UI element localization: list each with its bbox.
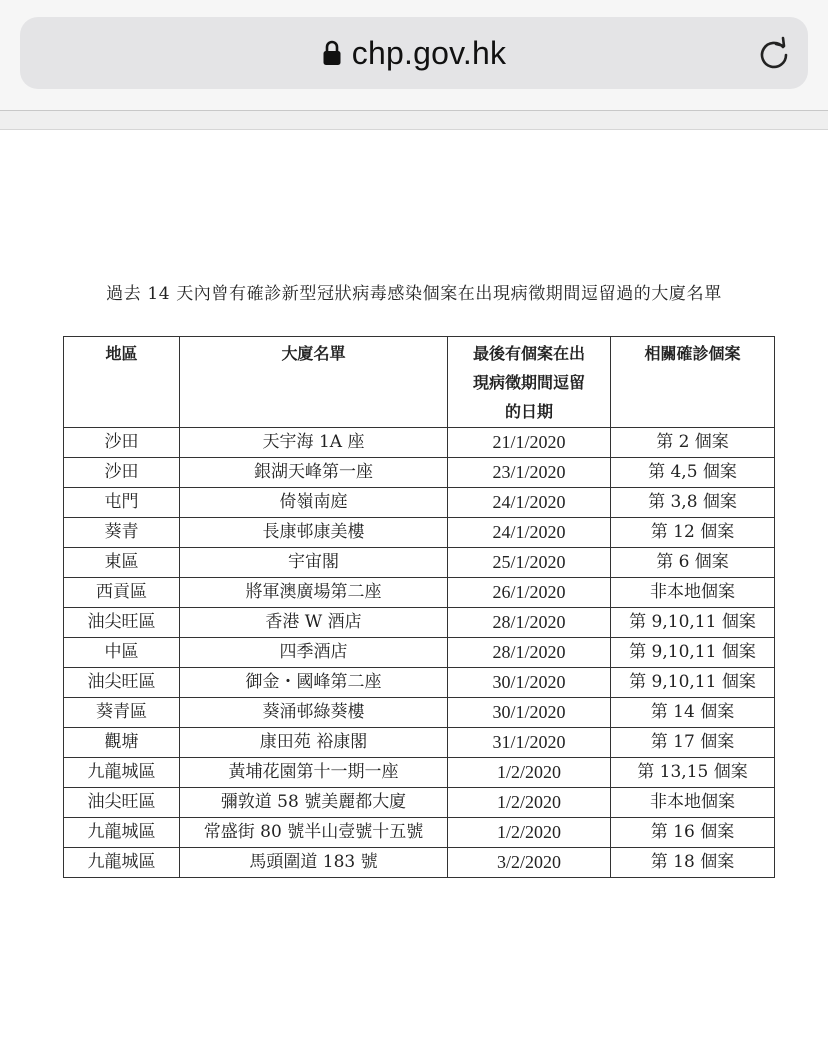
district-cell: 東區	[64, 548, 180, 578]
cases-cell: 第 6 個案	[611, 548, 775, 578]
district-cell: 九龍城區	[64, 848, 180, 878]
district-cell: 沙田	[64, 458, 180, 488]
header-cases: 相關確診個案	[611, 337, 775, 428]
date-cell: 30/1/2020	[448, 668, 611, 698]
date-cell: 21/1/2020	[448, 428, 611, 458]
date-cell: 28/1/2020	[448, 638, 611, 668]
cases-cell: 非本地個案	[611, 788, 775, 818]
building-cell: 御金・國峰第二座	[180, 668, 448, 698]
table-row	[64, 788, 775, 818]
table-row	[64, 428, 775, 458]
date-cell: 28/1/2020	[448, 608, 611, 638]
date-cell: 1/2/2020	[448, 758, 611, 788]
header-building: 大廈名單	[180, 337, 448, 428]
cases-cell: 非本地個案	[611, 578, 775, 608]
building-cell: 香港 W 酒店	[180, 608, 448, 638]
buildings-table	[63, 336, 775, 878]
reload-icon[interactable]	[756, 35, 792, 71]
building-cell: 彌敦道 58 號美麗都大廈	[180, 788, 448, 818]
district-cell: 油尖旺區	[64, 668, 180, 698]
table-row	[64, 668, 775, 698]
district-cell: 中區	[64, 638, 180, 668]
cases-cell: 第 3,8 個案	[611, 488, 775, 518]
district-cell: 九龍城區	[64, 758, 180, 788]
cases-cell: 第 2 個案	[611, 428, 775, 458]
cases-cell: 第 18 個案	[611, 848, 775, 878]
table-row	[64, 758, 775, 788]
toolbar-divider	[0, 111, 828, 130]
header-date-line-1: 最後有個案在出	[472, 344, 585, 363]
table-row	[64, 578, 775, 608]
building-cell: 倚嶺南庭	[180, 488, 448, 518]
date-cell: 1/2/2020	[448, 818, 611, 848]
lock-icon	[322, 40, 342, 66]
district-cell: 觀塘	[64, 728, 180, 758]
building-cell: 宇宙閣	[180, 548, 448, 578]
table-row	[64, 728, 775, 758]
document-title: 過去 14 天內曾有確診新型冠狀病毒感染個案在出現病徵期間逗留過的大廈名單	[106, 284, 722, 304]
building-cell: 長康邨康美樓	[180, 518, 448, 548]
header-district: 地區	[64, 337, 180, 428]
cases-cell: 第 9,10,11 個案	[611, 608, 775, 638]
date-cell: 24/1/2020	[448, 518, 611, 548]
header-date-line-3: 的日期	[504, 402, 553, 421]
date-cell: 23/1/2020	[448, 458, 611, 488]
cases-cell: 第 13,15 個案	[611, 758, 775, 788]
table-row	[64, 818, 775, 848]
building-cell: 葵涌邨綠葵樓	[180, 698, 448, 728]
date-cell: 24/1/2020	[448, 488, 611, 518]
district-cell: 九龍城區	[64, 818, 180, 848]
district-cell: 葵青區	[64, 698, 180, 728]
district-cell: 西貢區	[64, 578, 180, 608]
cases-cell: 第 9,10,11 個案	[611, 638, 775, 668]
building-cell: 將軍澳廣場第二座	[180, 578, 448, 608]
address-bar[interactable]	[20, 17, 808, 89]
browser-toolbar	[0, 0, 828, 111]
table-row	[64, 458, 775, 488]
building-cell: 黃埔花園第十一期一座	[180, 758, 448, 788]
table-header-row	[64, 337, 775, 428]
district-cell: 油尖旺區	[64, 608, 180, 638]
date-cell: 26/1/2020	[448, 578, 611, 608]
date-cell: 3/2/2020	[448, 848, 611, 878]
building-cell: 康田苑 裕康閣	[180, 728, 448, 758]
table-row	[64, 548, 775, 578]
building-cell: 銀湖天峰第一座	[180, 458, 448, 488]
table-body	[64, 428, 775, 878]
date-cell: 25/1/2020	[448, 548, 611, 578]
building-cell: 天宇海 1A 座	[180, 428, 448, 458]
cases-cell: 第 4,5 個案	[611, 458, 775, 488]
building-cell: 馬頭圍道 183 號	[180, 848, 448, 878]
header-date	[448, 337, 611, 428]
district-cell: 屯門	[64, 488, 180, 518]
building-cell: 常盛街 80 號半山壹號十五號	[180, 818, 448, 848]
table-row	[64, 848, 775, 878]
cases-cell: 第 16 個案	[611, 818, 775, 848]
table-row	[64, 638, 775, 668]
date-cell: 31/1/2020	[448, 728, 611, 758]
building-cell: 四季酒店	[180, 638, 448, 668]
url-text: chp.gov.hk	[351, 34, 507, 71]
district-cell: 沙田	[64, 428, 180, 458]
header-date-line-2: 現病徵期間逗留	[472, 373, 585, 392]
cases-cell: 第 17 個案	[611, 728, 775, 758]
date-cell: 1/2/2020	[448, 788, 611, 818]
address-content	[20, 17, 808, 89]
table-row	[64, 488, 775, 518]
table-row	[64, 608, 775, 638]
cases-cell: 第 12 個案	[611, 518, 775, 548]
date-cell: 30/1/2020	[448, 698, 611, 728]
table-row	[64, 518, 775, 548]
table-row	[64, 698, 775, 728]
district-cell: 油尖旺區	[64, 788, 180, 818]
cases-cell: 第 14 個案	[611, 698, 775, 728]
cases-cell: 第 9,10,11 個案	[611, 668, 775, 698]
district-cell: 葵青	[64, 518, 180, 548]
